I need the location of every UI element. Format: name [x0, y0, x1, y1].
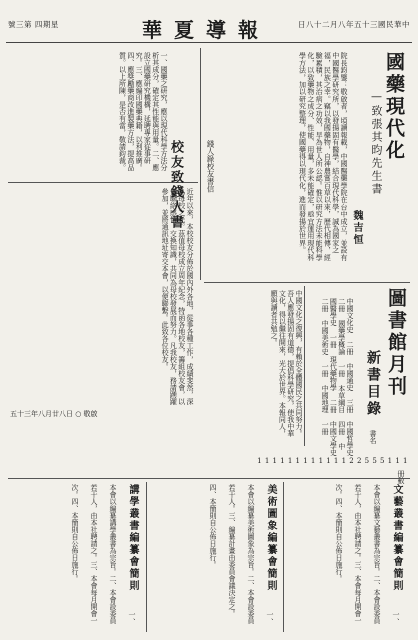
notice-title: 文藝叢書編纂會簡則 [391, 484, 402, 592]
column-divider [283, 482, 284, 632]
book-list: 中國文化史 二冊 中國通史 三冊 中國哲學史 二冊 國藥學概論 一冊 本草綱目 四冊 中國醫學史 一冊 現代藥物學 二冊 中國文學史 二冊 中國美術史 一冊 中國地理 一冊 [321, 298, 354, 456]
article-continuation: 一、國藥之研究，應以現代科學方法分析其成分，確定其性能與用量。二、應設立國藥研究機構，延聘專家從事研究。三、應編印國藥典籍，以利推廣。四、應獎勵藥商改進製藥方法，提高品質。以上所陳，是否有當，敬請鈞裁。 [118, 52, 168, 171]
letter-body: 近年以來，本校校友分佈於國內外各地，從事各種工作，成績斐然，深為母校之光。茲值母校成立周年紀念，特函各地校友，籌組校友會，以便聯絡感情，交換知識，共同為母校發展而努力。凡我校友，務請踴躍參加，並將通訊地址寄交本會，以便聯繫。此致各位校友。 [161, 188, 194, 405]
column-divider [200, 48, 201, 280]
notice-lectures [12, 484, 142, 629]
letter-signature: 五十三年八月廿八日 ○ 敬啟 [10, 410, 98, 418]
article-body: 院長鈞鑒：敬啟者，頃讀報載，中國醫藥學院在台中成立，並設有中國醫學研究所，以發揚固有醫學，結合現代科學，誠為國家之福，民族之幸。竊以我國藥物，自神農嘗百草以來，歷代相傳，經驗累積，其治病之功效，早為世人所公認。惟以研究方法未能科學化，以致藥物之成分、性能、用量，多未能確定，亟宜運用現代科學方法，加以研究整理，使國藥得以現代化，進而發揚於世界。 [298, 52, 348, 261]
notice-literature [286, 484, 406, 629]
editorial-body: 中國文化之復興，有賴於全體國民之共同努力。吾人應發揚固有道德，提倡科學研究，使我中華文化，得以繼往開來，光大於世界。本報同人，願與讀者共勉之。 [270, 290, 303, 437]
letter-subtitle: 錢人錄校友書信 [206, 140, 215, 193]
notice-body: 一、本會以編纂講學叢書為宗旨。二、本會設委員若干人，由本社聘請之。三、本會每月開會一次。四、本簡則自公佈日施行。 [71, 484, 136, 625]
column-divider [146, 482, 147, 632]
notice-body: 一、本會以編纂美術圖象為宗旨。二、本會設委員若干人。三、編纂計畫由委員會議決定之。四、本簡則自公佈日施行。 [209, 484, 274, 625]
col-head-name: 書名 [369, 430, 377, 444]
library-monthly-title: 圖書館月刊 [385, 288, 407, 398]
notice-title: 講學叢書編纂會簡則 [127, 484, 138, 592]
masthead-bar [6, 6, 412, 42]
notice-title: 美術圖象編纂會簡則 [265, 484, 276, 592]
article-subtitle: —致張其昀先生書 [370, 90, 383, 196]
article-title: 國藥現代化 [383, 52, 405, 162]
newspaper-title: 華夏導報 [142, 18, 270, 42]
article-author: 魏吉恒 [351, 210, 362, 246]
notice-art [150, 484, 280, 629]
masthead-rule [6, 42, 412, 43]
issue-date: 日八十二月八年五十三國民華中 [298, 20, 410, 29]
copy-counts: 1 1 1 1 1 1 1 1 1 1 1 1 2 2 5 5 5 1 1 1 [257, 457, 408, 465]
letter-title: 校友致錢人書 [168, 140, 183, 230]
issue-number: 號三第 四期星 [8, 20, 59, 29]
new-books-subtitle: 新書目錄 [365, 350, 381, 418]
section-divider [8, 478, 410, 479]
section-divider [204, 282, 410, 283]
col-head-count: 冊數 [397, 470, 405, 484]
notice-body: 一、本會以編纂文藝叢書為宗旨。二、本會設委員若干人，由本社聘請之。三、本會每月開會一次。四、本簡則自公佈日施行。 [335, 484, 400, 625]
